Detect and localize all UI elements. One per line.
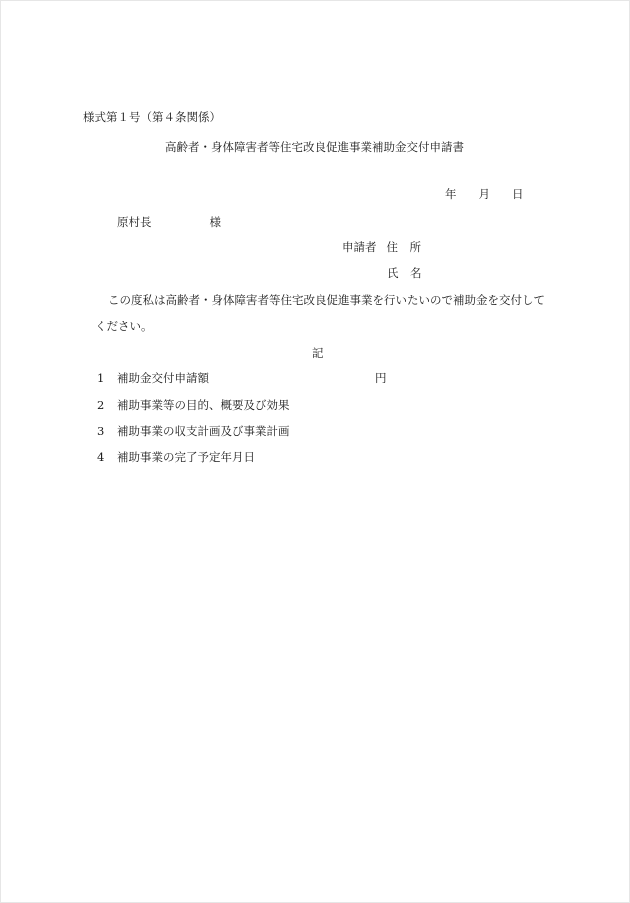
date-line (445, 188, 524, 202)
item-unit-yen: 円 (375, 371, 387, 385)
form-number: 様式第１号（第４条関係） (83, 110, 221, 124)
document-title: 高齢者・身体障害者等住宅改良促進事業補助金交付申請書 (165, 140, 464, 154)
applicant-name-label: 氏 名 (387, 266, 422, 280)
addressee-line (117, 216, 221, 230)
addressee-name: 原村長 (117, 215, 152, 229)
date-day-label: 日 (512, 187, 524, 201)
addressee-honorific: 様 (209, 215, 221, 229)
date-month-label: 月 (478, 187, 490, 201)
item-label: 補助事業等の目的、概要及び効果 (117, 398, 290, 412)
item-number: 2 (97, 398, 105, 412)
item-label: 補助事業の完了予定年月日 (117, 450, 255, 464)
applicant-address-label: 住 所 (386, 240, 421, 254)
item-number: 3 (97, 424, 105, 438)
body-text-line-1: この度私は高齢者・身体障害者等住宅改良促進事業を行いたいので補助金を交付して (108, 293, 545, 307)
applicant-address-line (342, 241, 421, 255)
item-number: 1 (97, 371, 105, 385)
item-number: 4 (97, 450, 105, 464)
list-item (97, 425, 290, 439)
body-text-line-2: ください。 (95, 319, 153, 333)
list-item (97, 372, 209, 386)
item-label: 補助事業の収支計画及び事業計画 (117, 424, 290, 438)
list-item (97, 399, 290, 413)
ki-heading: 記 (312, 346, 324, 360)
item-label: 補助金交付申請額 (117, 371, 209, 385)
applicant-name-line (387, 267, 422, 281)
applicant-label: 申請者 (342, 240, 377, 254)
date-year-label: 年 (445, 187, 457, 201)
list-item (97, 451, 255, 465)
